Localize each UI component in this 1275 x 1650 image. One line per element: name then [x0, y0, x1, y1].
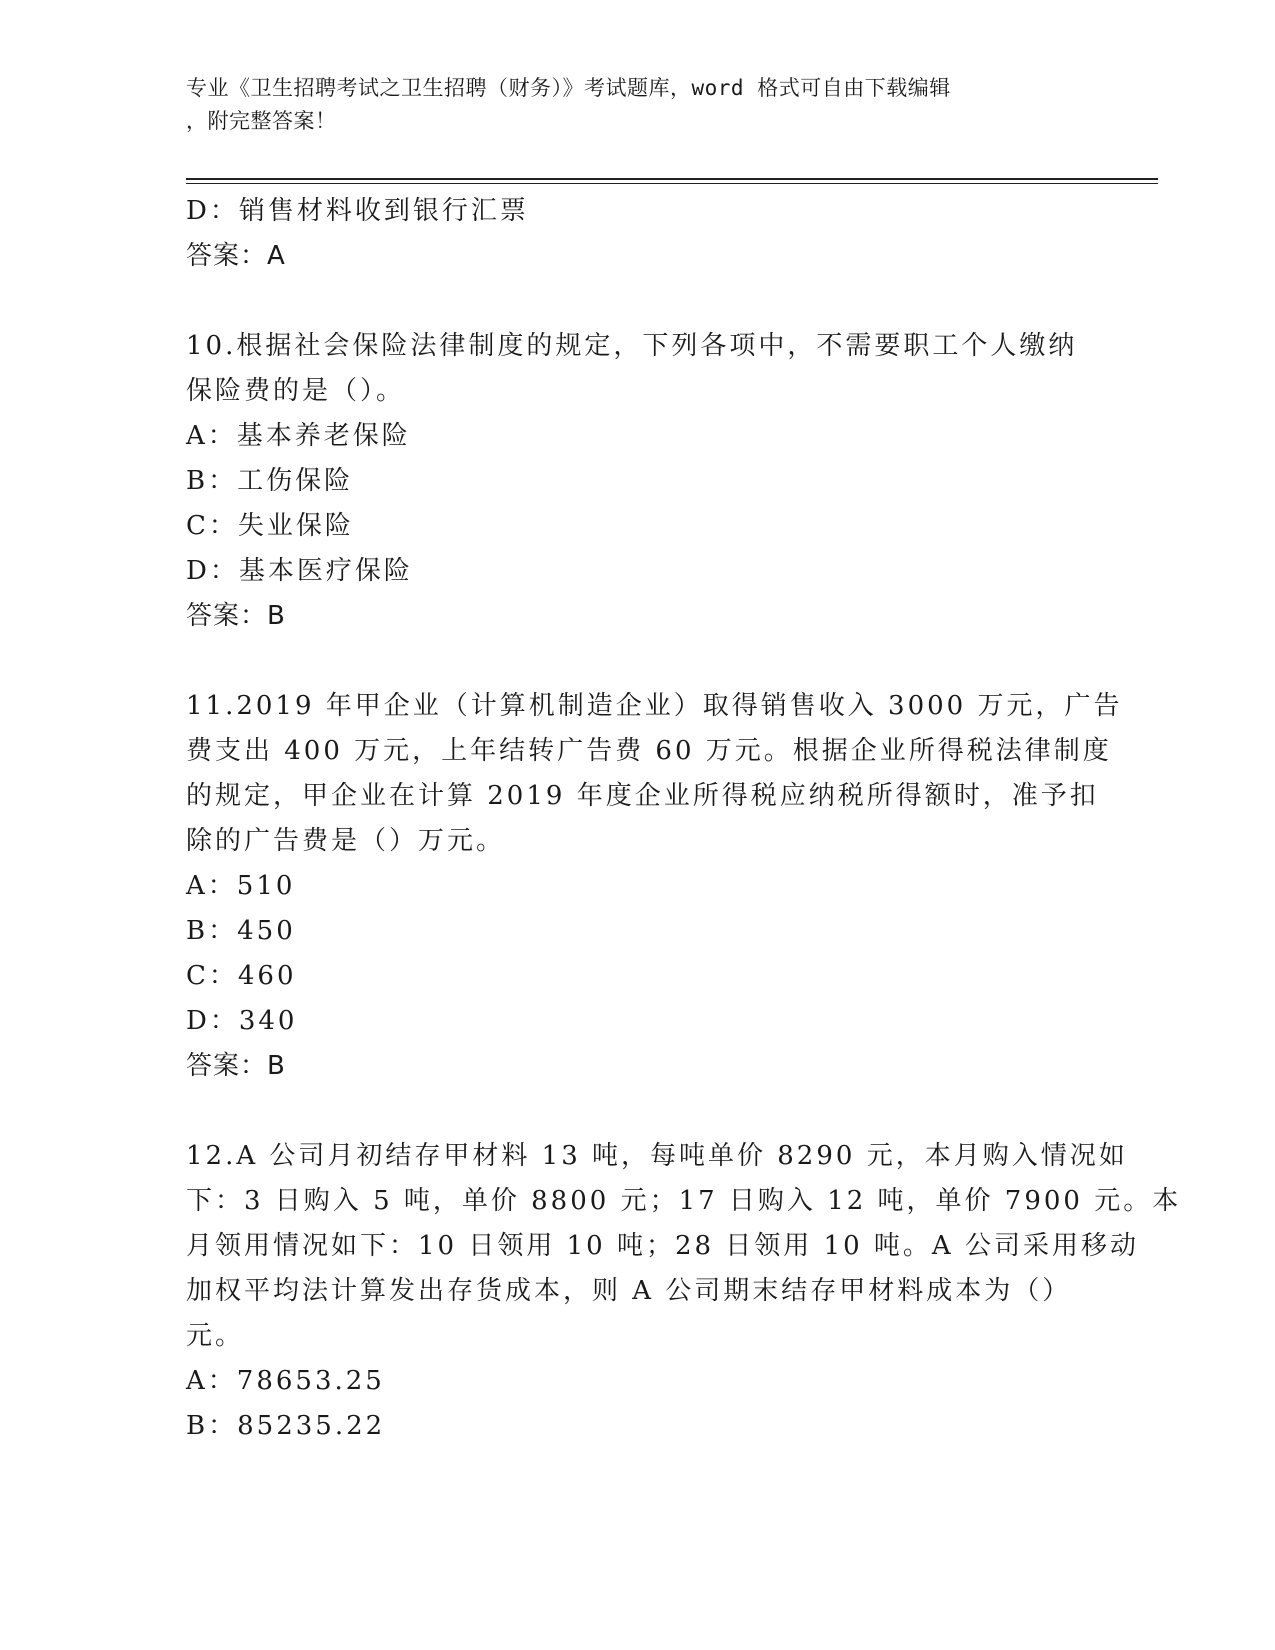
q12-stem-line: 月领用情况如下：10 日领用 10 吨；28 日领用 10 吨。A 公司采用移动 — [186, 1231, 1139, 1261]
q11-stem-line: 11.2019 年甲企业（计算机制造企业）取得销售收入 3000 万元，广告 — [186, 691, 1123, 721]
spacer — [186, 639, 1086, 684]
q11-option-c: C：460 — [186, 961, 297, 991]
header-divider-thick — [186, 178, 1158, 180]
q12-stem-line: 下：3 日购入 5 吨，单价 8800 元；17 日购入 12 吨，单价 7900 元。本 — [186, 1186, 1182, 1216]
q11-stem-line: 的规定，甲企业在计算 2019 年度企业所得税应纳税所得额时，准予扣 — [186, 781, 1099, 811]
q10-option-a: A：基本养老保险 — [186, 421, 411, 451]
q11-option-a: A：510 — [186, 871, 296, 901]
q10-option-b: B：工伤保险 — [186, 466, 354, 496]
header-line-2: ，附完整答案！ — [186, 109, 337, 133]
prev-answer: 答案：A — [186, 241, 286, 271]
q11-option-d: D：340 — [186, 1006, 298, 1036]
header-divider-thin — [186, 183, 1158, 184]
q12-stem-line: 元。 — [186, 1321, 245, 1351]
q10-option-c: C：失业保险 — [186, 511, 354, 541]
spacer — [186, 1089, 1086, 1134]
q10-stem-line: 保险费的是（）。 — [186, 376, 406, 406]
document-header — [186, 72, 1066, 138]
q10-answer: 答案：B — [186, 601, 286, 631]
q11-option-b: B：450 — [186, 916, 296, 946]
q12-option-a: A：78653.25 — [186, 1366, 385, 1396]
q11-stem-line: 费支出 400 万元，上年结转广告费 60 万元。根据企业所得税法律制度 — [186, 736, 1112, 766]
q10-option-d: D：基本医疗保险 — [186, 556, 413, 586]
question-11 — [186, 684, 1123, 1089]
q12-stem-line: 12.A 公司月初结存甲材料 13 吨，每吨单价 8290 元，本月购入情况如 — [186, 1141, 1128, 1171]
q10-stem-line: 10.根据社会保险法律制度的规定，下列各项中，不需要职工个人缴纳 — [186, 331, 1078, 361]
question-12 — [186, 1134, 1182, 1449]
question-content — [186, 189, 1182, 1449]
q11-answer: 答案：B — [186, 1051, 286, 1081]
spacer — [186, 279, 1086, 324]
header-line-1: 专业《卫生招聘考试之卫生招聘（财务）》考试题库，word 格式可自由下载编辑 — [186, 76, 951, 100]
q12-option-b: B：85235.22 — [186, 1411, 386, 1441]
prev-option-d: D：销售材料收到银行汇票 — [186, 196, 529, 226]
q11-stem-line: 除的广告费是（）万元。 — [186, 826, 506, 856]
q12-stem-line: 加权平均法计算发出存货成本，则 A 公司期末结存甲材料成本为（） — [186, 1276, 1072, 1306]
question-10 — [186, 324, 1086, 639]
